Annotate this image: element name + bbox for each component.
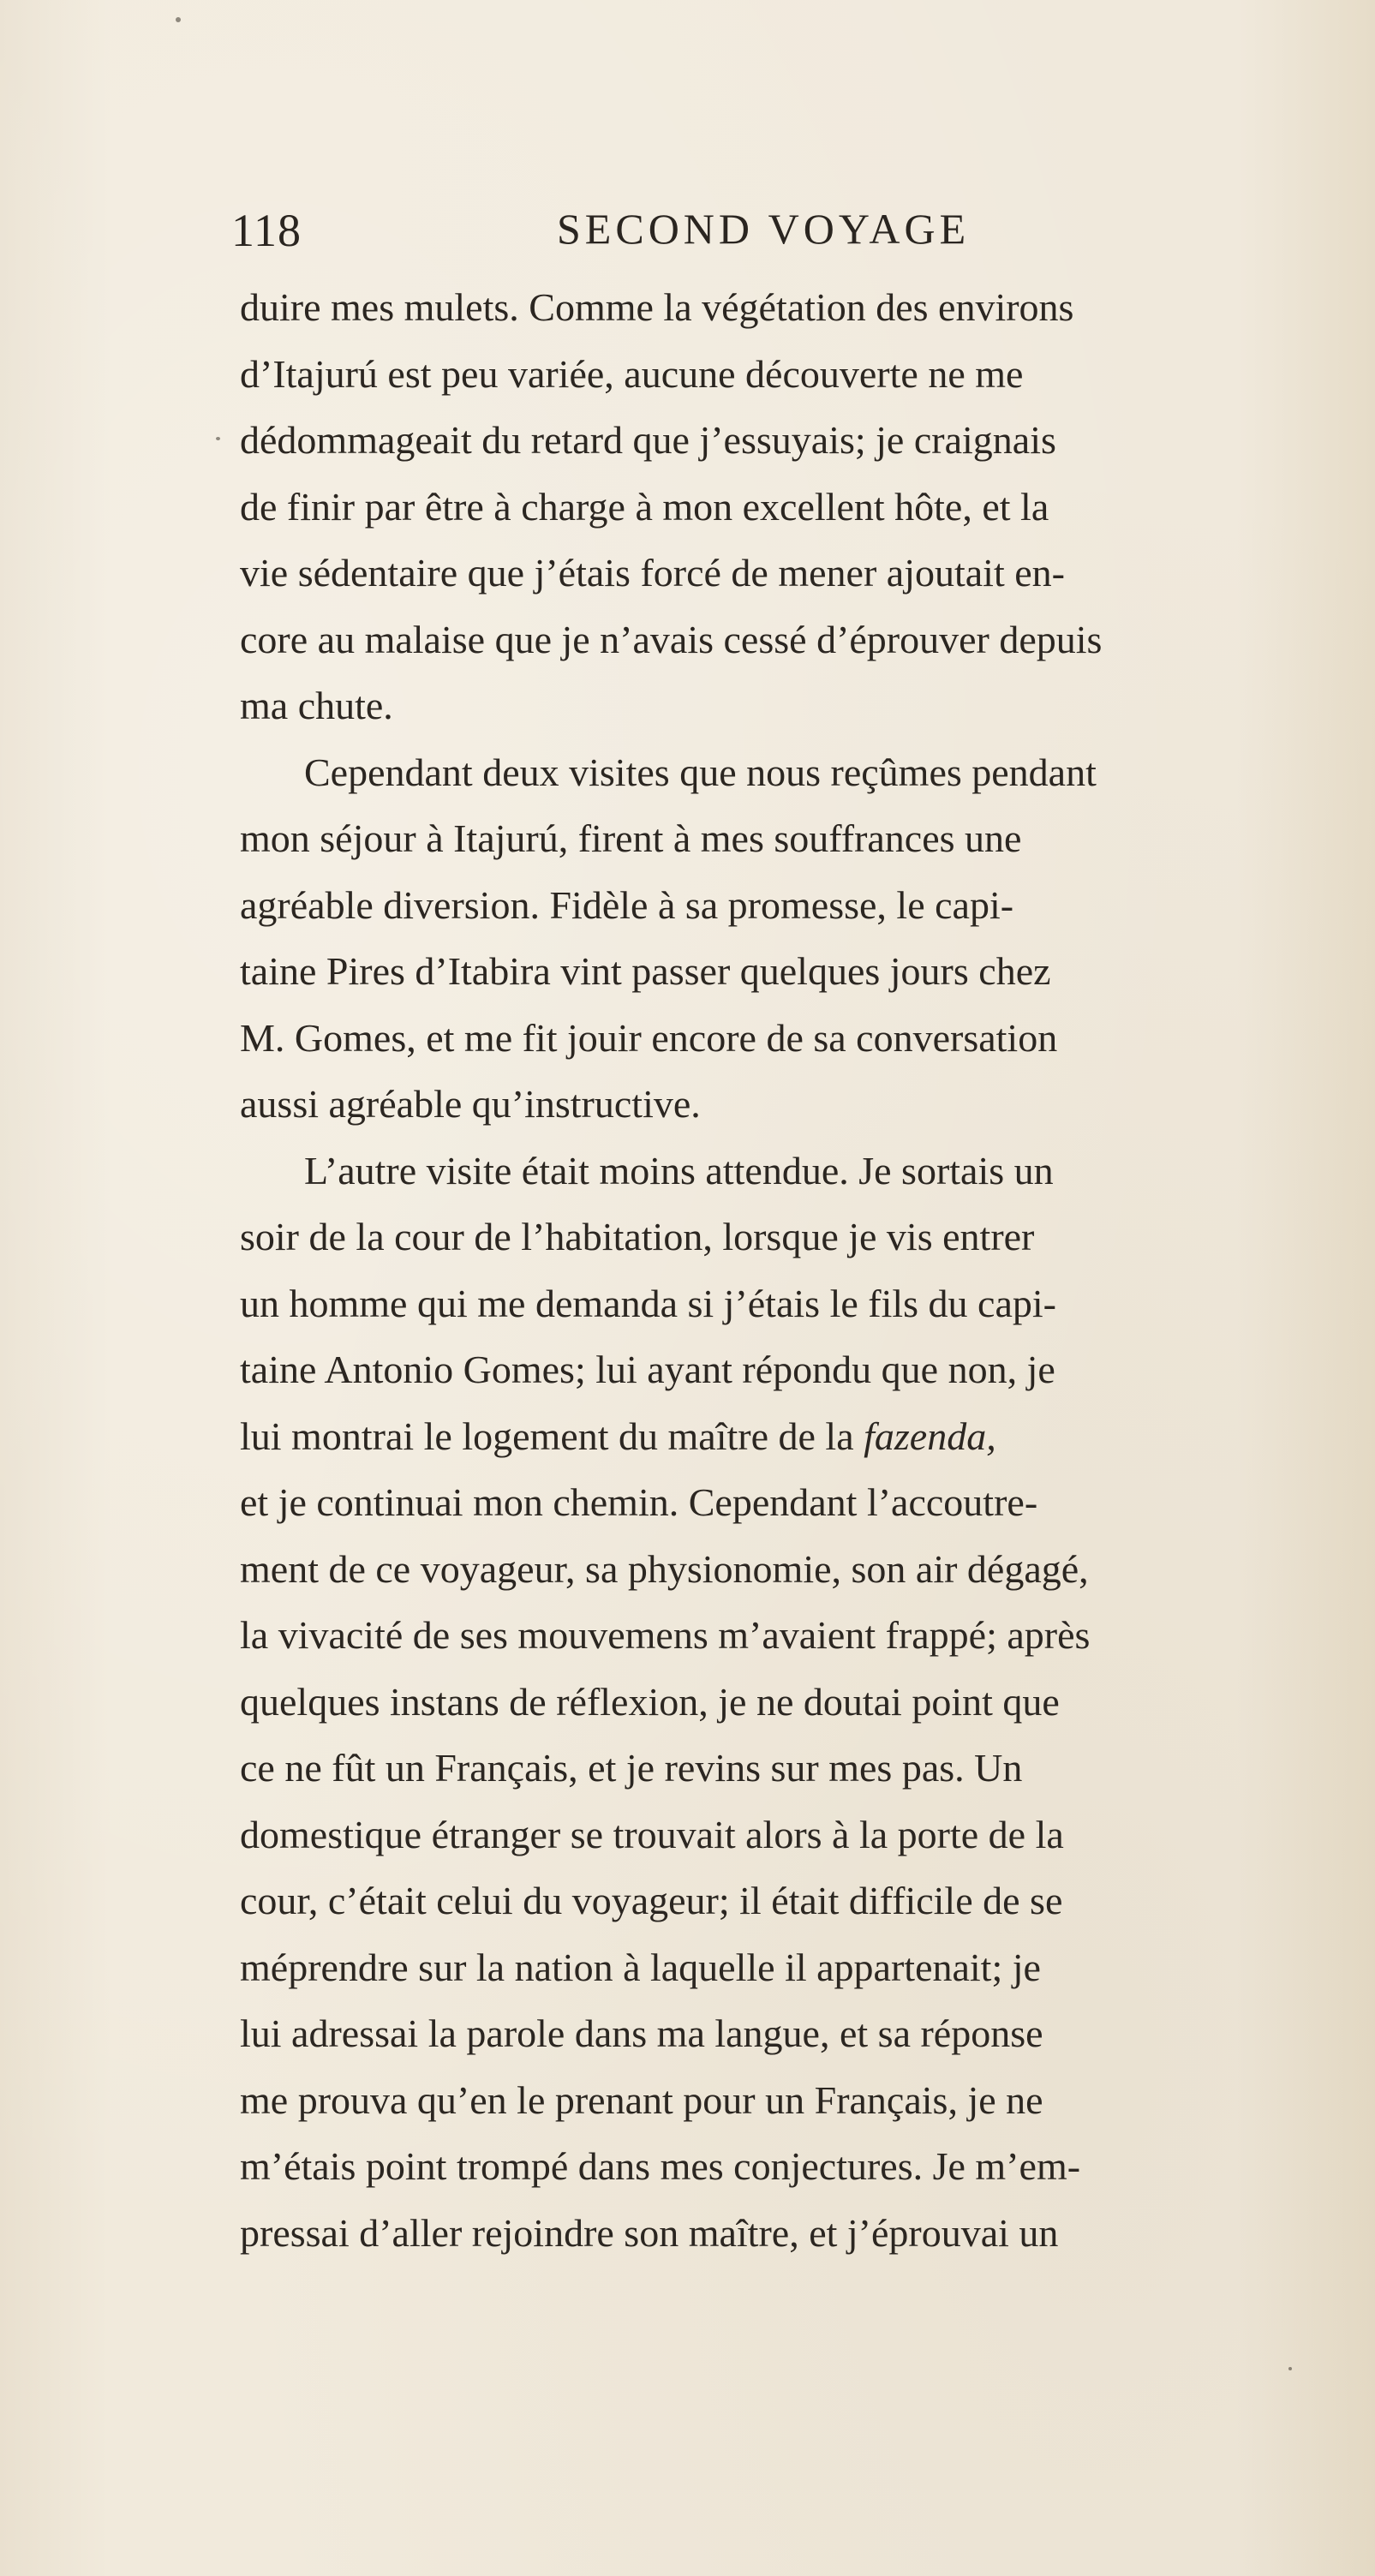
text-line-content: agréable diversion. Fidèle à sa promesse, le capi- — [240, 882, 1014, 927]
text-line — [240, 2000, 1371, 2067]
text-line — [240, 1138, 1371, 1204]
text-line-content: méprendre sur la nation à laquelle il appartenait; je — [240, 1945, 1041, 1989]
text-line — [240, 1802, 1371, 1868]
text-line — [240, 1403, 1371, 1470]
text-line-content: L’autre visite était moins attendue. Je sortais un — [304, 1148, 1054, 1192]
text-line — [240, 607, 1371, 673]
text-line — [240, 2200, 1371, 2267]
text-line-content: core au malaise que je n’avais cessé d’éprouver depuis — [240, 617, 1103, 661]
text-line-content: dédommageait du retard que j’essuyais; je craignais — [240, 418, 1056, 462]
text-line — [240, 938, 1371, 1005]
text-line — [240, 274, 1371, 341]
text-line — [240, 1602, 1371, 1669]
body-text — [240, 274, 1371, 2266]
text-line — [240, 1071, 1371, 1138]
text-line — [240, 672, 1371, 739]
text-line-content: lui montrai le logement du maître de la — [240, 1414, 864, 1458]
text-line-content: ma chute. — [240, 684, 393, 727]
text-line-content: la vivacité de ses mouvemens m’avaient frappé; après — [240, 1613, 1091, 1657]
text-line — [240, 1005, 1371, 1072]
running-title: SECOND VOYAGE — [557, 205, 971, 253]
text-line — [240, 872, 1371, 939]
text-line — [240, 739, 1371, 806]
paper-speck — [176, 17, 181, 22]
text-line — [240, 474, 1371, 541]
text-line-content: mon séjour à Itajurú, firent à mes souffrances une — [240, 816, 1022, 860]
text-line-content: ce ne fût un Français, et je revins sur mes pas. Un — [240, 1746, 1023, 1790]
text-line-content: me prouva qu’en le prenant pour un Français, je ne — [240, 2077, 1043, 2122]
text-line — [240, 407, 1371, 474]
text-line-content: soir de la cour de l’habitation, lorsque je vis entrer — [240, 1215, 1035, 1258]
text-line-content: ment de ce voyageur, sa physionomie, son air dégagé, — [240, 1546, 1089, 1591]
text-line-content: lui adressai la parole dans ma langue, et sa réponse — [240, 2011, 1043, 2055]
text-line-content: aussi agréable qu’instructive. — [240, 1082, 701, 1126]
text-line — [240, 1336, 1371, 1403]
text-line-content: taine Antonio Gomes; lui ayant répondu que non, je — [240, 1348, 1055, 1391]
text-line — [240, 341, 1371, 408]
text-line — [240, 1204, 1371, 1270]
page-number: 118 — [231, 205, 302, 256]
page-header — [231, 204, 1097, 264]
paper-speck — [1288, 2367, 1292, 2370]
text-line — [240, 1469, 1371, 1536]
text-line — [240, 1735, 1371, 1802]
paper-speck — [216, 437, 220, 440]
text-line — [240, 540, 1371, 607]
text-line — [240, 1270, 1371, 1337]
text-line-content: d’Itajurú est peu variée, aucune découverte ne me — [240, 351, 1024, 396]
text-line-content: quelques instans de réflexion, je ne doutai point que — [240, 1679, 1060, 1724]
text-line-content: cour, c’était celui du voyageur; il était difficile de se — [240, 1879, 1063, 1922]
italic-word: fazenda, — [864, 1414, 996, 1458]
text-line-content: M. Gomes, et me fit jouir encore de sa conversation — [240, 1015, 1058, 1060]
text-line — [240, 1669, 1371, 1736]
text-line — [240, 2067, 1371, 2134]
text-line-content: un homme qui me demanda si j’étais le fils du capi- — [240, 1281, 1056, 1325]
text-line-content: m’étais point trompé dans mes conjectures. Je m’em- — [240, 2144, 1081, 2188]
text-line-content: vie sédentaire que j’étais forcé de mener ajoutait en- — [240, 551, 1065, 595]
text-line-content: taine Pires d’Itabira vint passer quelques jours chez — [240, 949, 1051, 993]
text-line — [240, 805, 1371, 872]
text-line-content: duire mes mulets. Comme la végétation des environs — [240, 285, 1074, 329]
text-line — [240, 2133, 1371, 2200]
text-line — [240, 1934, 1371, 2001]
text-line — [240, 1868, 1371, 1934]
text-line-content: et je continuai mon chemin. Cependant l’accoutre- — [240, 1480, 1038, 1524]
text-line-content: de finir par être à charge à mon excellent hôte, et la — [240, 484, 1049, 529]
text-line — [240, 1536, 1371, 1603]
text-line-content: domestique étranger se trouvait alors à la porte de la — [240, 1812, 1064, 1856]
text-line-content: pressai d’aller rejoindre son maître, et j’éprouvai un — [240, 2210, 1059, 2255]
text-line-content: Cependant deux visites que nous reçûmes pendant — [304, 750, 1097, 794]
